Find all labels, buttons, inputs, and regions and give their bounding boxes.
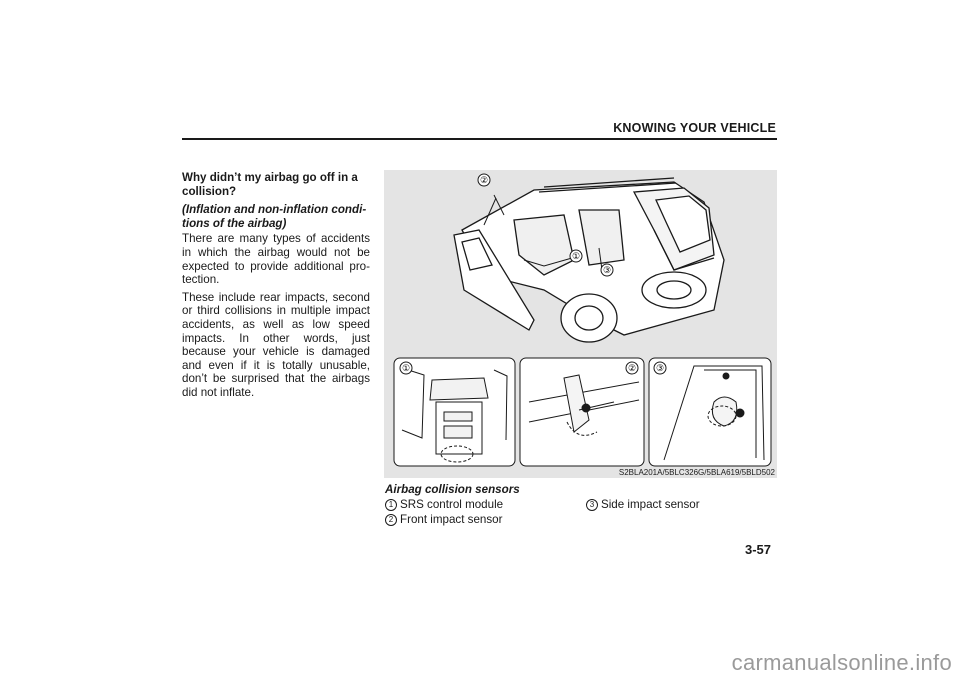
legend-number: 1 [385, 499, 397, 511]
legend-number: 2 [385, 514, 397, 526]
detail-marker-2: ② [627, 363, 637, 373]
figure-caption: Airbag collision sensors [385, 483, 520, 496]
watermark: carmanualsonline.info [731, 650, 952, 675]
legend-number: 3 [586, 499, 598, 511]
legend-label: SRS control module [400, 498, 504, 511]
marker-1: ① [571, 251, 581, 261]
legend-item-1 [385, 498, 503, 511]
legend-item-2 [385, 513, 502, 526]
header-rule [182, 138, 777, 140]
detail-marker-1: ① [401, 363, 411, 373]
legend-label: Front impact sensor [400, 513, 503, 526]
page-number: 3-57 [745, 542, 772, 557]
paragraph-1: There are many types of accidents in which the airbag would not be expected to provide additional pro-tection. [182, 232, 370, 287]
airbag-sensor-figure [384, 170, 777, 478]
vehicle-illustration [384, 170, 777, 478]
left-column [182, 171, 370, 404]
detail-marker-3: ③ [655, 363, 665, 373]
legend-item-3 [586, 498, 700, 511]
question-heading: Why didn’t my airbag go off in a collision? [182, 171, 358, 198]
legend-label: Side impact sensor [601, 498, 700, 511]
figure-id: S2BLA201A/5BLC326G/5BLA619/5BLD502 [618, 468, 775, 477]
marker-2: ② [479, 175, 489, 185]
subheading: (Inflation and non-inflation condi-tions of the airbag) [182, 203, 367, 230]
section-title: KNOWING YOUR VEHICLE [613, 121, 776, 135]
detail-panels [394, 358, 771, 466]
marker-3: ③ [602, 265, 612, 275]
paragraph-2: These include rear impacts, second or third collisions in multiple impact accidents, as well as low speed impacts. In other words, just because your vehicle is damaged and even if it is totally unusable, don’t be surprised that the airbags did not inflate. [182, 290, 370, 399]
